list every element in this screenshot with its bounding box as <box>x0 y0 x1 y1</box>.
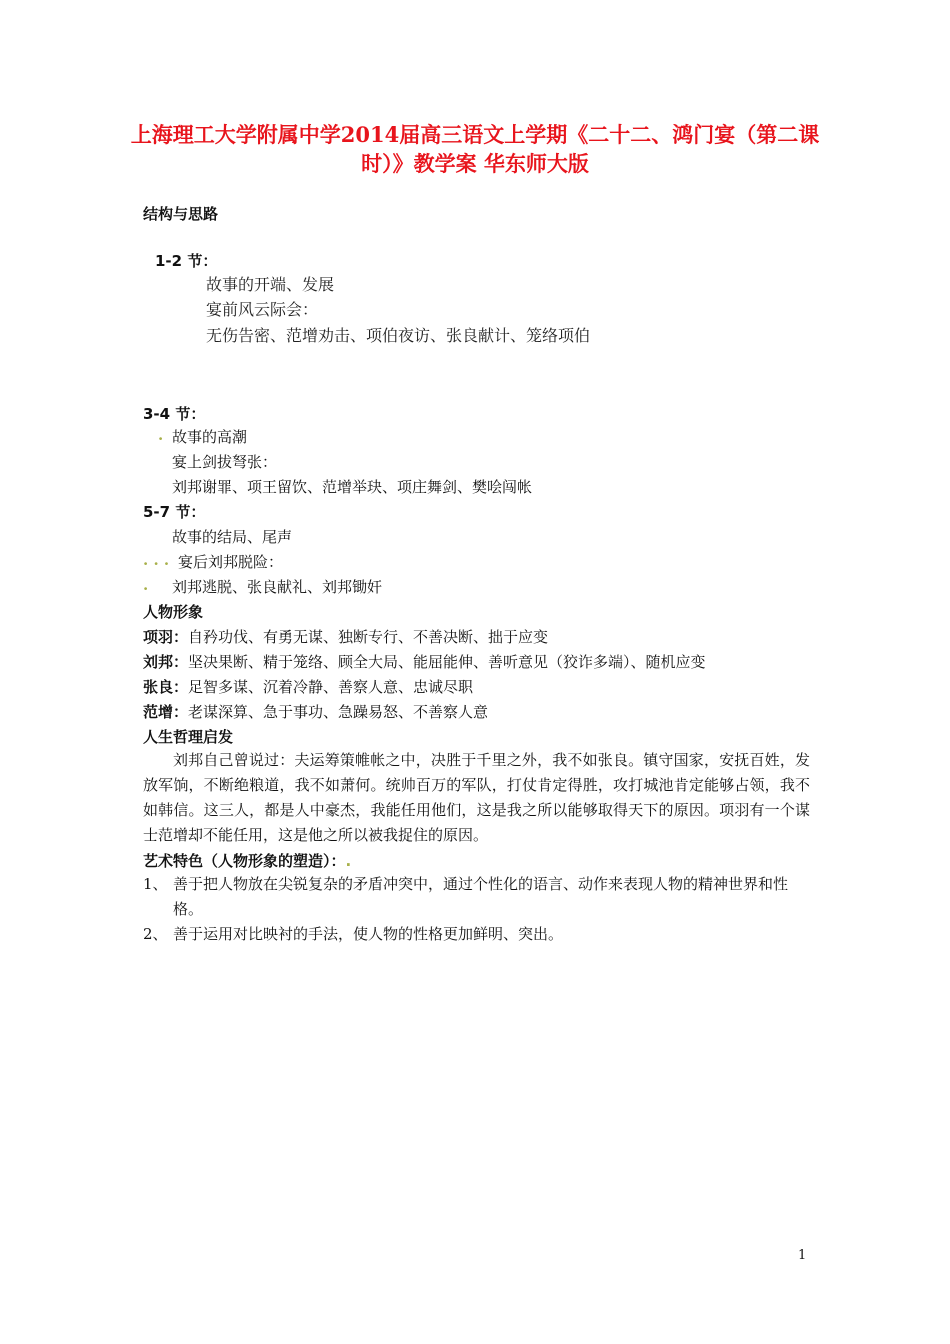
list-text: 善于把人物放在尖锐复杂的矛盾冲突中，通过个性化的语言、动作来表现人物的精神世界和性格。 <box>173 875 789 918</box>
section-5-7-line-1: 故事的结局、尾声 <box>172 528 293 546</box>
list-number: 2、 <box>143 925 168 943</box>
section-5-7-label: 5-7 节： <box>143 503 206 521</box>
section-1-2-line-3: 无伤告密、范增劝击、项伯夜访、张良献计、笼络项伯 <box>206 326 591 345</box>
philosophy-paragraph: 刘邦自己曾说过：夫运筹策帷帐之中，决胜于千里之外，我不如张良。镇守国家，安抚百姓，发放军饷，不断绝粮道，我不如萧何。统帅百万的军队，打仗肯定得胜，攻打城池肯定能够占领，我不如韩信。这三人，都是人中豪杰，我能任用他们，这是我之所以能够取得天下的原因。项羽有一个谋士范增却不能任用，这是他之所以被我捉住的原因。 <box>143 751 810 844</box>
character-desc: 坚决果断、精于笼络、顾全大局、能屈能伸、善听意见（狡诈多端）、随机应变 <box>188 653 706 671</box>
page-number: 1 <box>798 1248 807 1263</box>
art-heading: 艺术特色（人物形象的塑造）：. <box>143 852 352 870</box>
character-xiangyu <box>143 626 548 647</box>
art-item-2 <box>143 922 810 947</box>
character-name: 刘邦： <box>143 653 189 671</box>
characters-heading: 人物形象 <box>143 603 204 621</box>
art-item-1 <box>143 872 810 922</box>
section-3-4-line-3: 刘邦谢罪、项王留饮、范增举玦、项庄舞剑、樊哙闯帐 <box>172 478 533 496</box>
character-name: 项羽： <box>143 628 189 646</box>
character-zhangliang <box>143 676 473 697</box>
section-3-4-line-2: 宴上剑拔弩张： <box>172 453 278 471</box>
section-5-7-marker: . . . <box>143 551 170 569</box>
section-1-2-line-2: 宴前风云际会： <box>206 300 319 319</box>
document-title: 上海理工大学附属中学2014届高三语文上学期《二十二、鸿门宴（第二课时）》教学案 华东师大版 <box>130 122 820 176</box>
section-1-2-label: 1-2 节： <box>155 252 218 270</box>
section-3-4-marker: . <box>158 426 164 444</box>
character-liubang <box>143 651 706 672</box>
section-3-4-line-1: 故事的高潮 <box>172 428 248 446</box>
section-5-7-line-2: 宴后刘邦脱险： <box>178 553 284 571</box>
section-5-7-line-3: 刘邦逃脱、张良献礼、刘邦锄奸 <box>172 578 383 596</box>
philosophy-heading: 人生哲理启发 <box>143 728 234 746</box>
art-heading-text: 艺术特色（人物形象的塑造）： <box>143 852 346 870</box>
character-desc: 老谋深算、急于事功、急躁易怒、不善察人意 <box>188 703 489 721</box>
list-number: 1、 <box>143 875 168 893</box>
character-name: 范增： <box>143 703 189 721</box>
section-3-4-label: 3-4 节： <box>143 405 206 423</box>
character-desc: 自矜功伐、有勇无谋、独断专行、不善决断、拙于应变 <box>188 628 549 646</box>
section-5-7-marker-2: . <box>143 576 149 594</box>
character-fanzeng <box>143 701 488 722</box>
list-text: 善于运用对比映衬的手法，使人物的性格更加鲜明、突出。 <box>173 925 564 943</box>
character-desc: 足智多谋、沉着冷静、善察人意、忠诚尽职 <box>188 678 474 696</box>
structure-heading: 结构与思路 <box>143 205 219 223</box>
character-name: 张良： <box>143 678 189 696</box>
section-1-2-line-1: 故事的开端、发展 <box>206 275 335 294</box>
